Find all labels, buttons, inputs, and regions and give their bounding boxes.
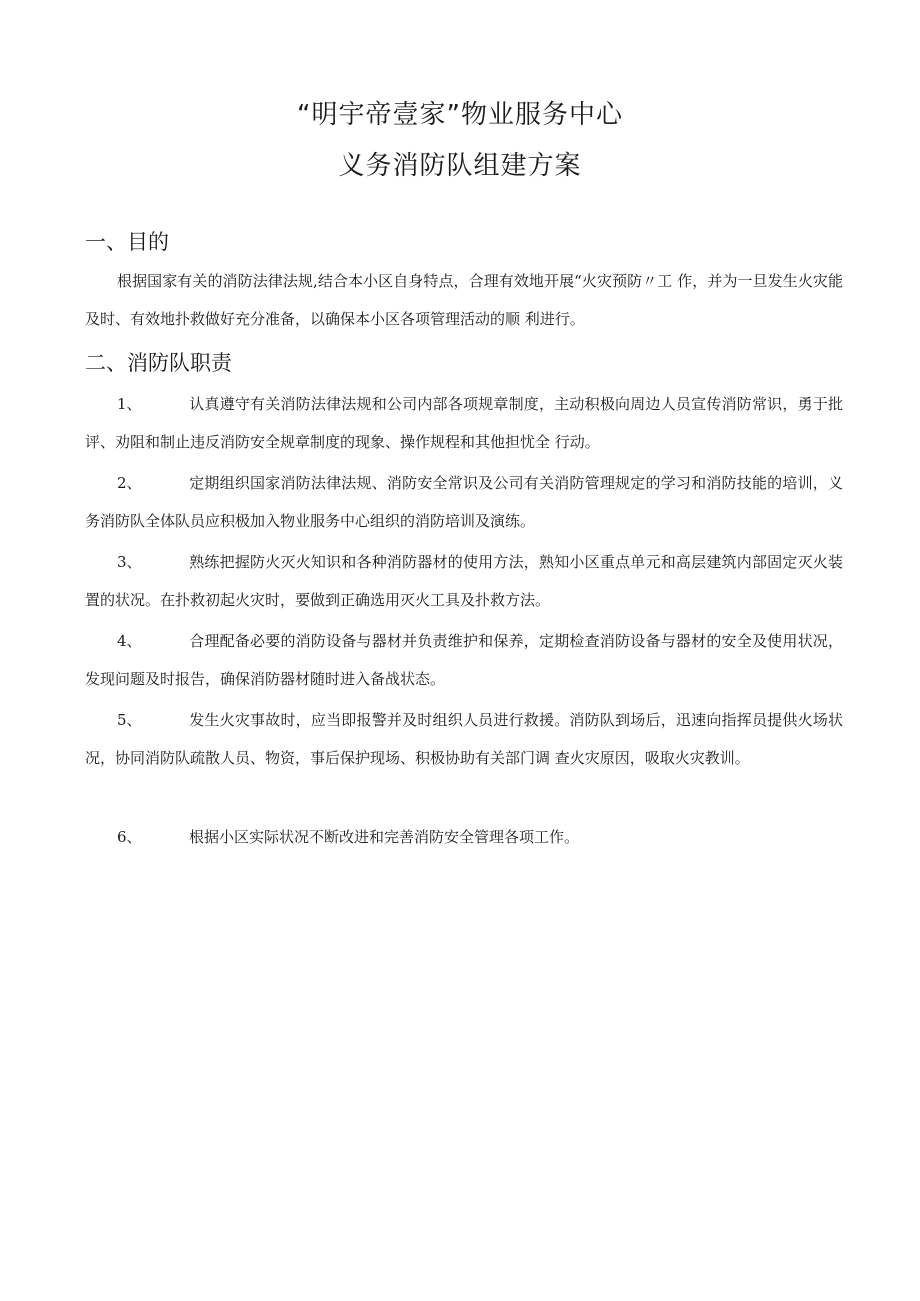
duty-item-number: 1、 [117, 395, 142, 413]
duty-item-number: 2、 [117, 474, 142, 492]
duty-item-text: 认真遵守有关消防法律法规和公司内部各项规章制度，主动积极向周边人员宣传消防常识，勇于批评、劝阻和制止违反消防安全规章制度的现象、操作规程和其他担忧全 行动。 [85, 395, 843, 451]
section-purpose-text: 根据国家有关的消防法律法规,结合本小区自身特点，合理有效地开展“火灾预防〃工 作，并为一旦发生火灾能及时、有效地扑救做好充分准备，以确保本小区各项管理活动的顺 利进行。 [85, 272, 843, 328]
duty-item-number: 4、 [117, 632, 142, 650]
duty-item-text: 合理配备必要的消防设备与器材并负责维护和保养，定期检查消防设备与器材的安全及使用状况，发现问题及时报告，确保消防器材随时进入备战状态。 [85, 632, 843, 688]
duty-item [85, 464, 843, 540]
duty-item-text: 定期组织国家消防法律法规、消防安全常识及公司有关消防管理规定的学习和消防技能的培训，义务消防队全体队员应积极加入物业服务中心组织的消防培训及演练。 [85, 474, 843, 530]
document-title-line-1: “明宇帝壹家”物业服务中心 [297, 100, 623, 130]
duty-item [85, 385, 843, 461]
duty-item-number: 6、 [117, 828, 142, 846]
duty-item [85, 701, 843, 777]
duty-item-text: 根据小区实际状况不断改进和完善消防安全管理各项工作。 [189, 828, 580, 846]
duty-item-text: 熟练把握防火灭火知识和各种消防器材的使用方法，熟知小区重点单元和高层建筑内部固定灭火装置的状况。在扑救初起火灾时，要做到正确选用灭火工具及扑救方法。 [85, 553, 843, 609]
duty-item-number: 3、 [117, 553, 142, 571]
section-heading-duties: 二、消防队职责 [85, 351, 232, 375]
duty-item [85, 818, 843, 856]
duty-item-number: 5、 [117, 711, 142, 729]
section-heading-purpose: 一、目的 [85, 230, 169, 254]
duty-item-text: 发生火灾事故时，应当即报警并及时组织人员进行救援。消防队到场后，迅速向指挥员提供火场状况，协同消防队疏散人员、物资，事后保护现场、积极协助有关部门调 查火灾原因，吸取火灾教训。 [85, 711, 843, 767]
duty-item [85, 622, 843, 698]
duty-item [85, 543, 843, 619]
document-title-line-2: 义务消防队组建方案 [338, 151, 582, 181]
